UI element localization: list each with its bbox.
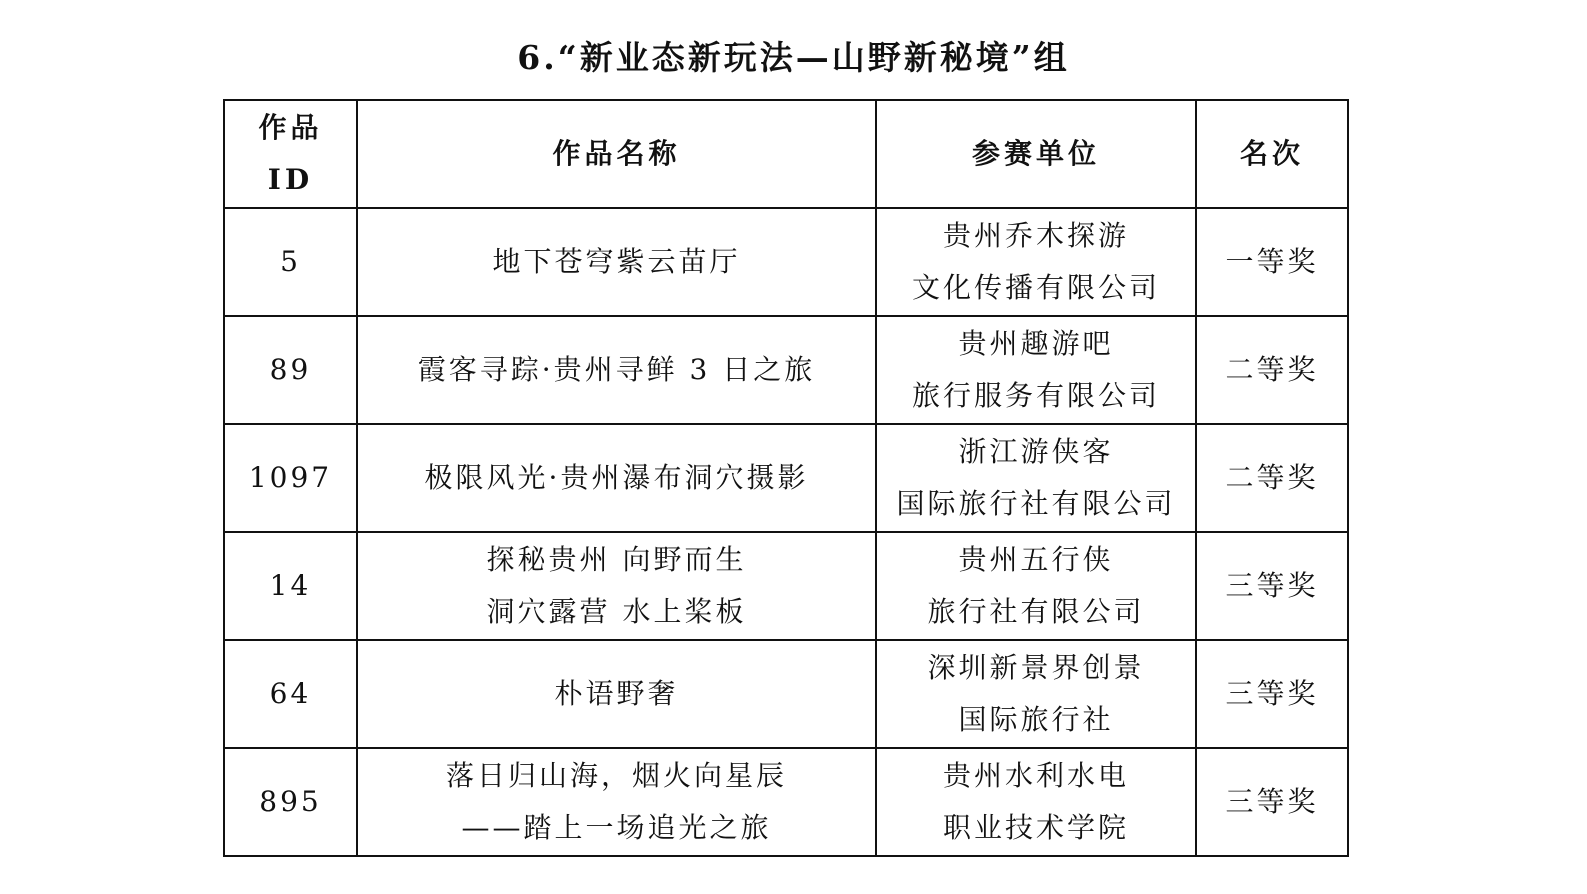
organization-line: 职业技术学院 (942, 811, 1129, 844)
organization-line: 贵州乔木探游 (942, 219, 1129, 252)
organization-line: 旅行服务有限公司 (911, 379, 1160, 412)
cell-organization (876, 424, 1196, 532)
header-organization: 参赛单位 (876, 100, 1196, 208)
organization-line: 国际旅行社有限公司 (896, 487, 1176, 520)
table-row (224, 208, 1348, 316)
organization-line: 贵州趣游吧 (958, 327, 1114, 360)
cell-work-id: 64 (224, 640, 357, 748)
cell-work-name (357, 748, 876, 856)
work-name-line: 霞客寻踪·贵州寻鲜 3 日之旅 (417, 353, 816, 386)
table-row (224, 424, 1348, 532)
work-name-line: ——踏上一场追光之旅 (461, 811, 772, 844)
cell-rank: 三等奖 (1196, 748, 1348, 856)
cell-organization (876, 748, 1196, 856)
cell-rank: 二等奖 (1196, 424, 1348, 532)
header-work-id (224, 100, 357, 208)
cell-organization (876, 316, 1196, 424)
cell-work-id: 14 (224, 532, 357, 640)
cell-rank: 三等奖 (1196, 532, 1348, 640)
cell-rank: 一等奖 (1196, 208, 1348, 316)
cell-work-id: 5 (224, 208, 357, 316)
organization-line: 旅行社有限公司 (927, 595, 1145, 628)
work-name-line: 极限风光·贵州瀑布洞穴摄影 (424, 461, 809, 494)
cell-organization (876, 208, 1196, 316)
work-name-line: 朴语野奢 (554, 677, 679, 710)
organization-line: 浙江游侠客 (958, 435, 1114, 468)
table-header-row (224, 100, 1348, 208)
header-work-name: 作品名称 (357, 100, 876, 208)
cell-rank: 三等奖 (1196, 640, 1348, 748)
cell-work-id: 895 (224, 748, 357, 856)
cell-work-name (357, 316, 876, 424)
table-row (224, 532, 1348, 640)
organization-line: 国际旅行社 (958, 703, 1114, 736)
cell-rank: 二等奖 (1196, 316, 1348, 424)
table-row (224, 748, 1348, 856)
organization-line: 贵州水利水电 (942, 759, 1129, 792)
page-title: 6.“新业态新玩法—山野新秘境”组 (517, 38, 1070, 77)
header-rank: 名次 (1196, 100, 1348, 208)
table-row (224, 640, 1348, 748)
cell-work-name (357, 640, 876, 748)
work-name-line: 地下苍穹紫云苗厅 (492, 245, 741, 278)
cell-work-id: 1097 (224, 424, 357, 532)
cell-work-name (357, 424, 876, 532)
cell-work-name (357, 532, 876, 640)
work-name-line: 落日归山海，烟火向星辰 (445, 759, 787, 792)
awards-table (223, 99, 1349, 857)
organization-line: 文化传播有限公司 (911, 271, 1160, 304)
organization-line: 贵州五行侠 (958, 543, 1114, 576)
header-work-id-line2: ID (267, 163, 314, 196)
organization-line: 深圳新景界创景 (927, 651, 1145, 684)
cell-organization (876, 640, 1196, 748)
work-name-line: 洞穴露营 水上桨板 (486, 595, 747, 628)
table-row (224, 316, 1348, 424)
header-work-id-line1: 作品 (258, 111, 323, 144)
cell-work-name (357, 208, 876, 316)
cell-work-id: 89 (224, 316, 357, 424)
work-name-line: 探秘贵州 向野而生 (486, 543, 747, 576)
cell-organization (876, 532, 1196, 640)
